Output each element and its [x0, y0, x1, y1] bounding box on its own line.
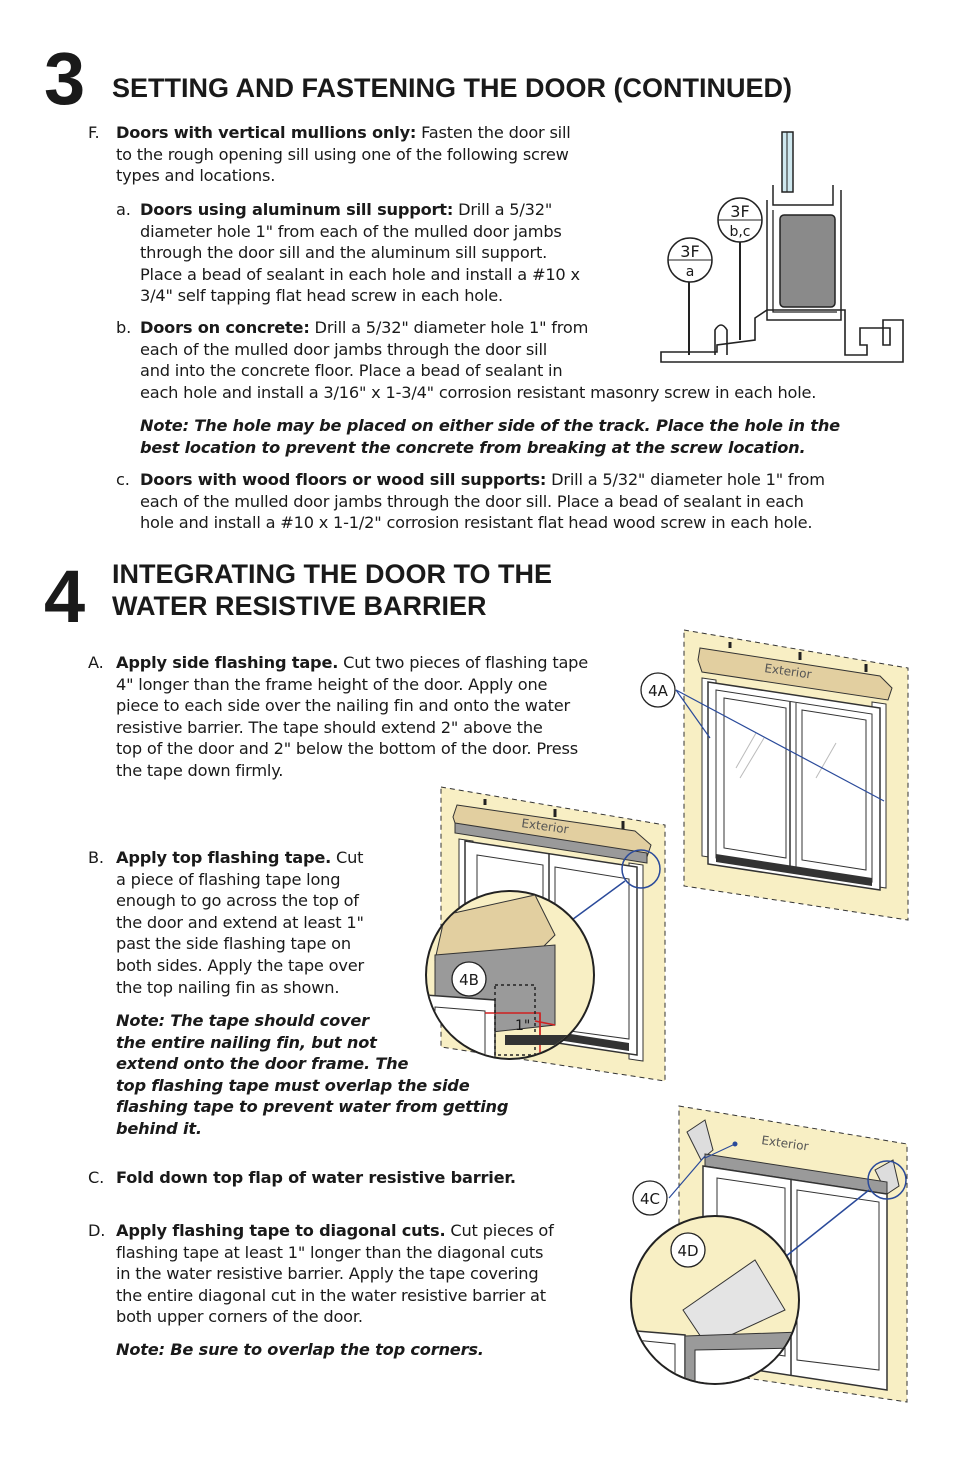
- step-4c-heading: Fold down top flap of water resistive barrier.: [116, 1168, 516, 1187]
- figure-4a-side-flashing: [640, 628, 912, 923]
- step-f-heading: Doors with vertical mullions only:: [116, 123, 417, 142]
- step-letter-4b: B.: [88, 848, 104, 867]
- note-top-flashing: Note: The tape should cover the entire nailing fin, but not extend onto the door frame. The top flashing tape must overlap the side flashing tape to prevent water from getting behind it.: [116, 1011, 509, 1138]
- exterior-label-4a: Exterior: [763, 661, 813, 682]
- callout-3f-bc-top: 3F: [730, 202, 750, 221]
- step-c-text: Doors with wood floors or wood sill supports: Drill a 5/32" diameter hole 1" from each of the mulled door jambs through the door sill. Place a bead of sealant in each hole and install a #10 x 1-1/2" corrosion resistant flat head wood screw in each hole.: [140, 470, 825, 533]
- callout-4d: 4D: [677, 1242, 699, 1260]
- step-a-text: Doors using aluminum sill support: Drill a 5/32" diameter hole 1" from each of the mulled door jambs through the door sill and the aluminum sill support. Place a bead of sealant in each hole and install a #10 x 3/4" self tapping flat head screw in each hole.: [140, 200, 580, 306]
- note-overlap-corners: Note: Be sure to overlap the top corners.: [116, 1340, 484, 1359]
- step-4a-heading: Apply side flashing tape.: [116, 653, 339, 672]
- step-c-heading: Doors with wood floors or wood sill supports:: [140, 470, 547, 489]
- step-a-heading: Doors using aluminum sill support:: [140, 200, 454, 219]
- exterior-label-4b: Exterior: [520, 816, 570, 837]
- callout-3f-a-top: 3F: [680, 242, 700, 261]
- figure-4c-4d-diagonal-cuts: [625, 1100, 915, 1405]
- step-4d-heading: Apply flashing tape to diagonal cuts.: [116, 1221, 446, 1240]
- step-4b-text: Apply top flashing tape. Cut a piece of flashing tape long enough to go across the top of the door and extend at least 1" past the side flashing tape on both sides. Apply the tape over the top nailing fin as shown.: [116, 848, 364, 997]
- step-letter-f: F.: [88, 123, 100, 142]
- sill-cross-section-figure: [655, 130, 915, 370]
- step-letter-c: c.: [116, 470, 130, 489]
- step-4d-text: Apply flashing tape to diagonal cuts. Cut pieces of flashing tape at least 1" longer than the diagonal cuts in the water resistive barrier. Apply the tape covering the entire diagonal cut in the water resistive barrier at both upper corners of the door.: [116, 1221, 554, 1327]
- callout-4a: 4A: [648, 682, 668, 700]
- note-hole-placement: Note: The hole may be placed on either side of the track. Place the hole in the best location to prevent the concrete from breaking at the screw location.: [140, 416, 840, 457]
- callout-4c: 4C: [639, 1190, 661, 1208]
- step-b-text: Doors on concrete: Drill a 5/32" diameter hole 1" from each of the mulled door jambs through the door sill and into the concrete floor. Place a bead of sealant in each hole and install a 3/16" x 1-3/4" corrosion resistant masonry screw in each hole.: [140, 318, 817, 402]
- callout-3f-bc-bottom: b,c: [729, 224, 751, 240]
- figure-4b-top-flashing: [425, 785, 670, 1085]
- dimension-1in-label: 1": [515, 1018, 531, 1034]
- step-letter-4d: D.: [88, 1221, 106, 1240]
- step-4a-text: Apply side flashing tape. Cut two pieces of flashing tape 4" longer than the frame height of the door. Apply one piece to each side over the nailing fin and onto the water resistive barrier. The tape should extend 2" above the top of the door and 2" below the bottom of the door. Press the tape down firmly.: [116, 653, 589, 780]
- step-letter-4c: C.: [88, 1168, 105, 1187]
- step-4b-heading: Apply top flashing tape.: [116, 848, 332, 867]
- step-letter-4a: A.: [88, 653, 104, 672]
- step-4c-text: [116, 1167, 566, 1189]
- exterior-label-4c: Exterior: [760, 1133, 810, 1154]
- step-f-text: Doors with vertical mullions only: Fasten the door sill to the rough opening sill using one of the following screw types and locations.: [116, 123, 571, 186]
- step-letter-a: a.: [116, 200, 131, 219]
- callout-4b: 4B: [459, 971, 479, 989]
- step-letter-b: b.: [116, 318, 132, 337]
- step-b-heading: Doors on concrete:: [140, 318, 310, 337]
- callout-3f-a-bottom: a: [685, 264, 695, 280]
- section-4-title: INTEGRATING THE DOOR TO THE WATER RESISTIVE BARRIER: [112, 559, 553, 621]
- section-3-title: SETTING AND FASTENING THE DOOR (CONTINUED): [112, 73, 792, 103]
- section-3-number: 3: [44, 37, 86, 120]
- section-4-number: 4: [44, 555, 86, 638]
